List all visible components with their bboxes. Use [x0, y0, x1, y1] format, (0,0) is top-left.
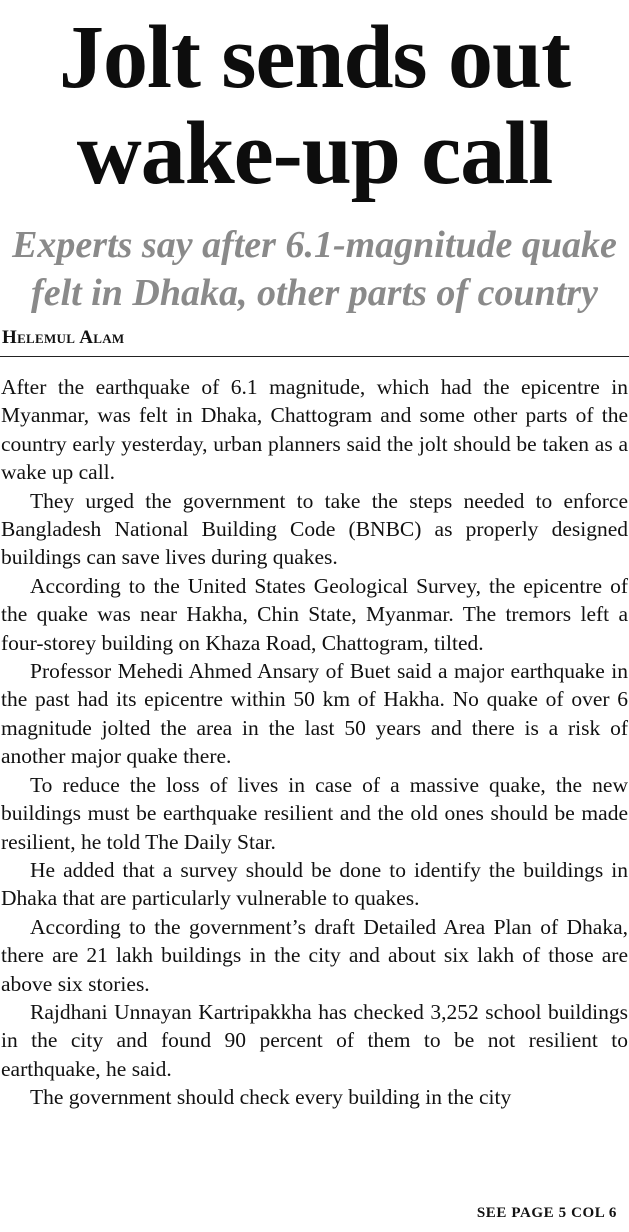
headline: [0, 10, 629, 202]
subheadline: [0, 221, 629, 317]
byline-divider: [0, 356, 629, 357]
headline-line-2: wake-up call: [76, 104, 553, 203]
byline: Helemul Alam: [2, 327, 125, 348]
article-body: [1, 373, 628, 1112]
subheadline-line-1: Experts say after 6.1-magnitude quake: [12, 224, 617, 266]
paragraph: According to the government’s draft Detailed Area Plan of Dhaka, there are 21 lakh buildings in the city and about six lakh of those are above six stories.: [1, 914, 628, 996]
paragraph: He added that a survey should be done to identify the buildings in Dhaka that are particularly vulnerable to quakes.: [1, 857, 628, 911]
headline-line-1: Jolt sends out: [58, 8, 571, 107]
paragraph: They urged the government to take the steps needed to enforce Bangladesh National Building Code (BNBC) as properly designed buildings can save lives during quakes.: [1, 488, 628, 570]
paragraph: To reduce the loss of lives in case of a massive quake, the new buildings must be earthquake resilient and the old ones should be made resilient, he told The Daily Star.: [1, 772, 628, 854]
paragraph: According to the United States Geological Survey, the epicentre of the quake was near Hakha, Chin State, Myanmar. The tremors left a four-storey building on Khaza Road, Chattogram, tilted.: [1, 573, 628, 655]
paragraph: Professor Mehedi Ahmed Ansary of Buet said a major earthquake in the past had its epicentre within 50 km of Hakha. No quake of over 6 magnitude jolted the area in the last 50 years and there is a risk of another major quake there.: [1, 659, 628, 769]
subheadline-line-2: felt in Dhaka, other parts of country: [31, 272, 598, 314]
continuation-link[interactable]: SEE PAGE 5 COL 6: [476, 1205, 617, 1221]
paragraph: Rajdhani Unnayan Kartripakkha has checked 3,252 school buildings in the city and found 90 percent of them to be not resilient to earthquake, he said.: [1, 999, 628, 1081]
paragraph-last: The government should check every building in the city: [30, 1085, 512, 1110]
paragraph: After the earthquake of 6.1 magnitude, which had the epicentre in Myanmar, was felt in Dhaka, Chattogram and some other parts of the country early yesterday, urban planners said the jolt should be taken as a wake up call.: [1, 375, 628, 485]
